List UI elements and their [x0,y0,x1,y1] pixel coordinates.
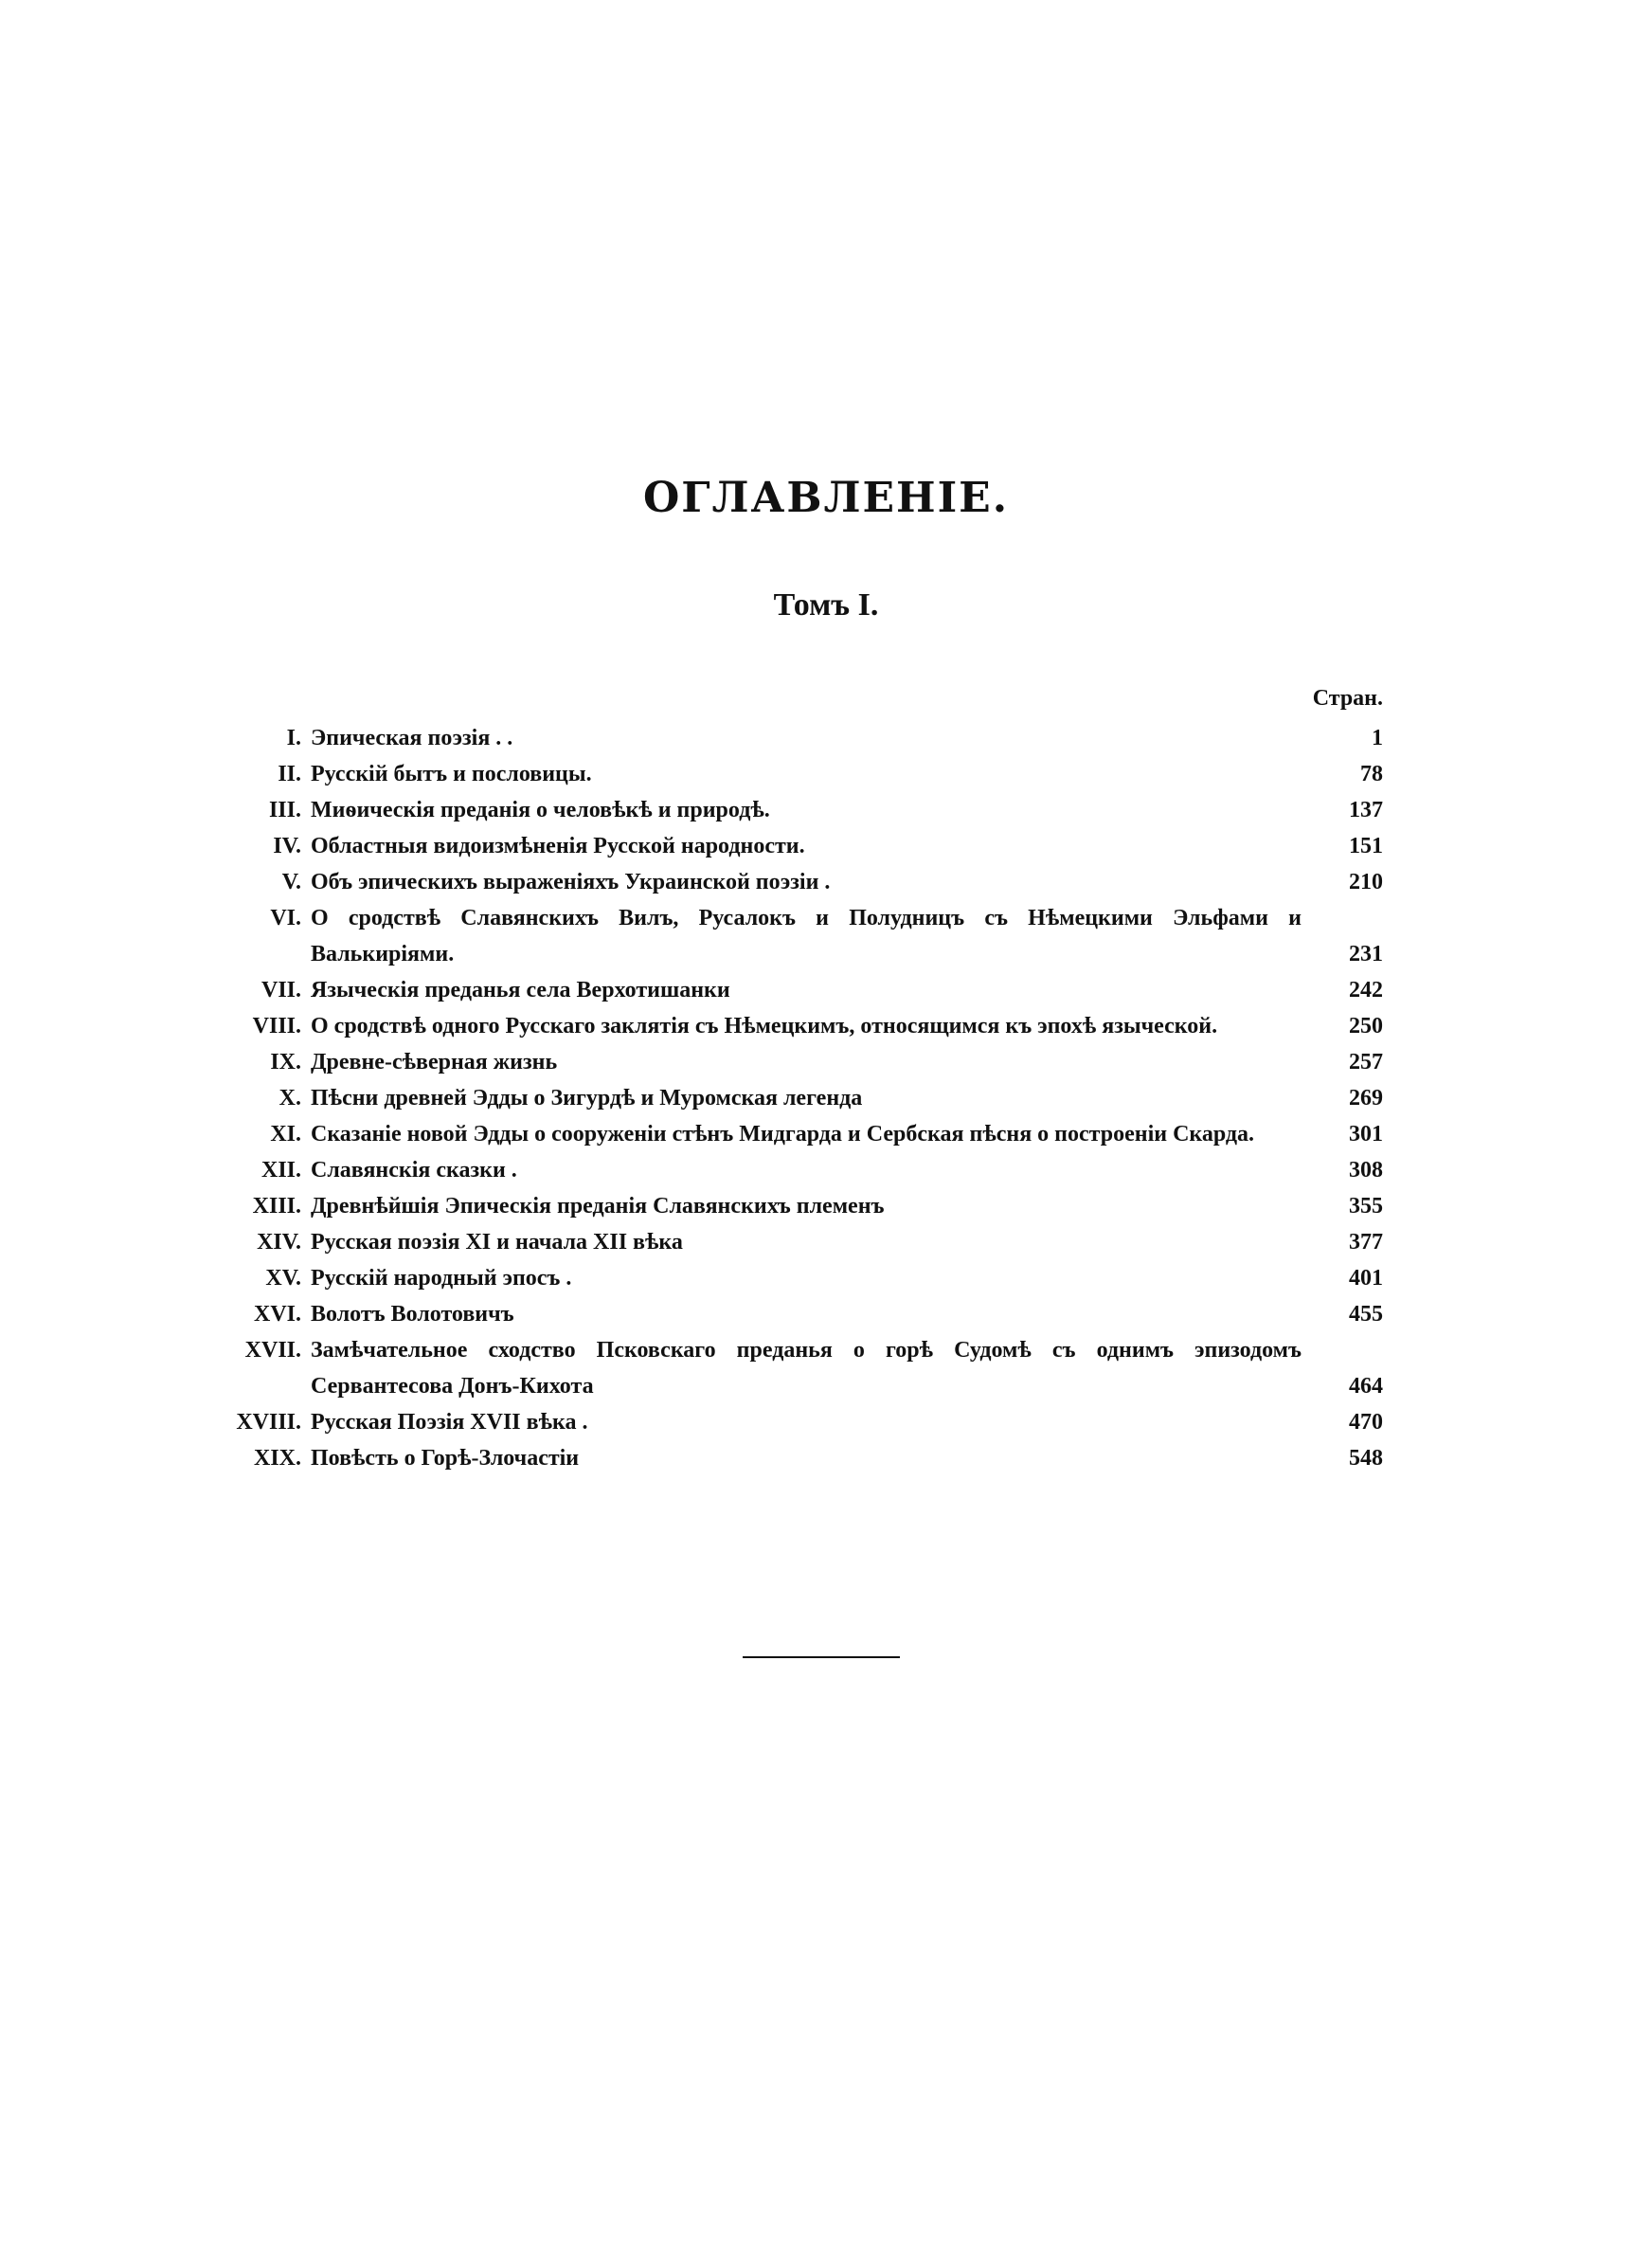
toc-entry-page: 401 [1349,1266,1383,1291]
toc-entry-title: Замѣчательное сходство Псковскаго преданья о горѣ Судомѣ съ однимъ эпизодомъ Сервантесова Донъ-Кихота [311,1338,1302,1399]
toc-entry-number: V. [281,870,301,894]
toc-entry-title: Повѣсть о Горѣ-Злочастіи [311,1446,580,1471]
toc-entry-page: 257 [1349,1050,1383,1074]
toc-entry-title: Волотъ Волотовичъ [311,1302,514,1327]
toc-entry [227,1224,1383,1260]
toc-entry-page: 269 [1349,1086,1383,1110]
toc-entry-number: XII. [260,1158,301,1183]
toc-entry-page: 250 [1349,1014,1383,1038]
toc-entry-page: 355 [1349,1194,1383,1219]
table-of-contents [227,720,1383,1476]
toc-entry [227,1440,1383,1476]
page-title: ОГЛАВЛЕНІЕ. [642,474,1010,522]
toc-entry-title: Объ эпическихъ выраженіяхъ Украинской поэзіи . [311,870,831,894]
divider-rule [743,1656,900,1658]
toc-entry-page: 470 [1349,1410,1383,1435]
toc-entry [227,756,1383,792]
toc-entry-number: VIII. [252,1014,301,1038]
toc-entry [227,792,1383,828]
toc-entry-number: XV. [265,1266,301,1291]
toc-entry [227,1296,1383,1332]
toc-entry-number: III. [268,798,301,822]
toc-entry-number: XIV. [257,1230,301,1255]
toc-entry [227,900,1383,972]
toc-entry-title: О сродствѣ Славянскихъ Вилъ, Русалокъ и Полудницъ съ Нѣмецкими Эльфами и Валькиріями. [311,906,1302,966]
toc-entry [227,1008,1383,1044]
toc-entry-number: II. [278,762,301,786]
toc-entry-page: 548 [1349,1446,1383,1471]
toc-entry-number: VII. [260,978,301,1002]
toc-entry-title: Русская Поэзія XVII вѣка . [311,1410,588,1435]
volume-heading: Томъ I. [773,587,879,623]
toc-entry-page: 151 [1349,834,1383,858]
toc-entry-title: Русская поэзія XI и начала XII вѣка [311,1230,683,1255]
toc-entry-number: XVIII. [236,1410,301,1435]
toc-entry-number: I. [286,726,301,750]
toc-entry-number: XI. [270,1122,301,1147]
toc-entry [227,1044,1383,1080]
toc-entry-number: IV. [273,834,301,858]
toc-entry [227,1404,1383,1440]
toc-entry-page: 455 [1349,1302,1383,1327]
toc-entry-page: 231 [1349,942,1383,966]
toc-entry [227,864,1383,900]
toc-entry-page: 377 [1349,1230,1383,1255]
toc-entry-number: XVII. [244,1338,301,1363]
toc-entry-page: 301 [1349,1122,1383,1147]
toc-entry [227,1116,1383,1152]
toc-entry-title: Русскій народный эпосъ . [311,1266,572,1291]
toc-entry-page: 137 [1349,798,1383,822]
page-column-header: Стран. [1312,686,1383,711]
toc-entry-title: Языческія преданья села Верхотишанки [311,978,730,1002]
toc-entry [227,828,1383,864]
toc-entry-title: Древнѣйшія Эпическія преданія Славянскихъ племенъ [311,1194,885,1219]
toc-entry-page: 242 [1349,978,1383,1002]
toc-entry-page: 1 [1372,726,1383,750]
toc-entry-title: Областныя видоизмѣненія Русской народности. [311,834,805,858]
toc-entry [227,1332,1383,1404]
toc-entry [227,1188,1383,1224]
toc-entry-title: Русскій бытъ и пословицы. [311,762,592,786]
toc-entry-title: Сказаніе новой Эдды о сооруженіи стѣнъ Мидгарда и Сербская пѣсня о построеніи Скарда. [311,1122,1255,1147]
toc-entry-page: 78 [1360,762,1383,786]
toc-entry-title: Древне-сѣверная жизнь [311,1050,558,1074]
toc-entry-number: IX. [270,1050,301,1074]
toc-entry-title: О сродствѣ одного Русскаго заклятія съ Нѣмецкимъ, относящимся къ эпохѣ языческой. [311,1014,1218,1038]
toc-entry [227,1152,1383,1188]
toc-entry [227,1080,1383,1116]
toc-entry-number: X. [278,1086,301,1110]
toc-entry-page: 210 [1349,870,1383,894]
toc-entry-number: VI. [270,906,301,930]
toc-entry-number: XIX. [253,1446,301,1471]
toc-entry [227,1260,1383,1296]
toc-entry-title: Эпическая поэзія . . [311,726,513,750]
toc-entry [227,972,1383,1008]
toc-entry-page: 464 [1349,1374,1383,1399]
toc-entry-title: Миѳическія преданія о человѣкѣ и природѣ. [311,798,770,822]
toc-entry-title: Пѣсни древней Эдды о Зигурдѣ и Муромская легенда [311,1086,863,1110]
toc-entry-title: Славянскія сказки . [311,1158,517,1183]
toc-entry-number: XIII. [252,1194,301,1219]
toc-entry [227,720,1383,756]
toc-entry-number: XVI. [253,1302,301,1327]
toc-entry-page: 308 [1349,1158,1383,1183]
